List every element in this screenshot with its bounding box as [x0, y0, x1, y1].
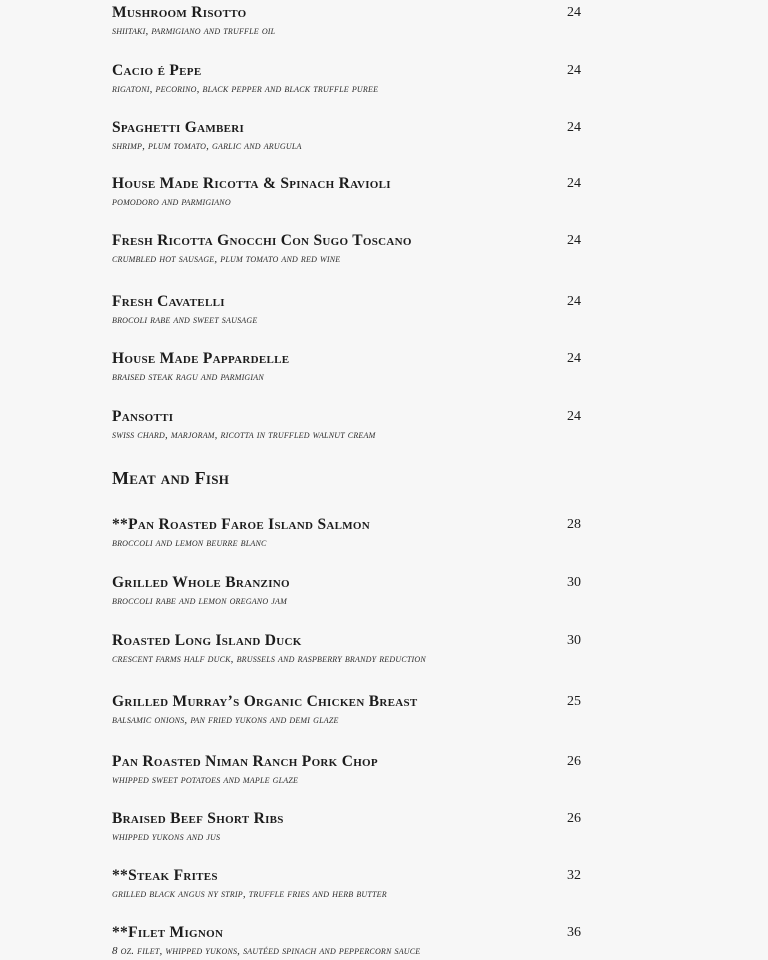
- item-description: swiss chard, marjoram, ricotta in truffled walnut cream: [112, 429, 376, 441]
- item-price: 24: [567, 351, 581, 366]
- item-price: 24: [567, 409, 581, 424]
- item-description: whipped yukons and jus: [112, 831, 221, 843]
- item-name: Grilled Whole Branzino: [112, 574, 290, 591]
- item-price: 30: [567, 633, 581, 648]
- item-price: 24: [567, 120, 581, 135]
- item-price: 24: [567, 176, 581, 191]
- item-name: Braised Beef Short Ribs: [112, 810, 284, 827]
- item-description: rigatoni, pecorino, black pepper and black truffle puree: [112, 83, 379, 95]
- item-name: Cacio é Pepe: [112, 62, 202, 79]
- item-description: braised steak ragu and parmigian: [112, 371, 264, 383]
- item-name: Fresh Cavatelli: [112, 293, 225, 310]
- item-price: 25: [567, 694, 581, 709]
- item-name: Mushroom Risotto: [112, 4, 247, 21]
- item-name: Grilled Murray’s Organic Chicken Breast: [112, 693, 418, 710]
- item-description: 8 oz. filet, whipped yukons, sautéed spinach and peppercorn sauce: [112, 945, 421, 957]
- item-description: whipped sweet potatoes and maple glaze: [112, 774, 299, 786]
- section-heading-meat-and-fish: Meat and Fish: [112, 468, 230, 488]
- item-price: 24: [567, 233, 581, 248]
- item-description: crescent farms half duck, brussels and raspberry brandy reduction: [112, 653, 426, 665]
- item-price: 26: [567, 754, 581, 769]
- item-description: shiitaki, parmigiano and truffle oil: [112, 25, 276, 37]
- item-name: House Made Pappardelle: [112, 350, 290, 367]
- item-price: 32: [567, 868, 581, 883]
- item-price: 36: [567, 925, 581, 940]
- item-price: 28: [567, 517, 581, 532]
- item-name: Pansotti: [112, 408, 174, 425]
- item-price: 26: [567, 811, 581, 826]
- item-description: broccoli rabe and lemon oregano jam: [112, 595, 287, 607]
- item-name: Spaghetti Gamberi: [112, 119, 245, 136]
- item-name: **Pan Roasted Faroe Island Salmon: [112, 516, 371, 533]
- item-name: House Made Ricotta & Spinach Ravioli: [112, 175, 391, 192]
- item-price: 30: [567, 575, 581, 590]
- item-price: 24: [567, 63, 581, 78]
- item-name: **Steak Frites: [112, 867, 218, 884]
- item-description: balsamic onions, pan fried yukons and demi glaze: [112, 714, 339, 726]
- item-description: shrimp, plum tomato, garlic and arugula: [112, 140, 302, 152]
- item-description: grilled black angus ny strip, truffle fries and herb butter: [112, 888, 387, 900]
- item-price: 24: [567, 5, 581, 20]
- item-description: broccoli and lemon beurre blanc: [112, 537, 267, 549]
- item-price: 24: [567, 294, 581, 309]
- item-name: **Filet Mignon: [112, 924, 224, 941]
- item-description: crumbled hot sausage, plum tomato and red wine: [112, 253, 341, 265]
- item-name: Fresh Ricotta Gnocchi Con Sugo Toscano: [112, 232, 412, 249]
- item-description: brocoli rabe and sweet sausage: [112, 314, 258, 326]
- item-name: Roasted Long Island Duck: [112, 632, 302, 649]
- item-name: Pan Roasted Niman Ranch Pork Chop: [112, 753, 378, 770]
- item-description: pomodoro and parmigiano: [112, 196, 231, 208]
